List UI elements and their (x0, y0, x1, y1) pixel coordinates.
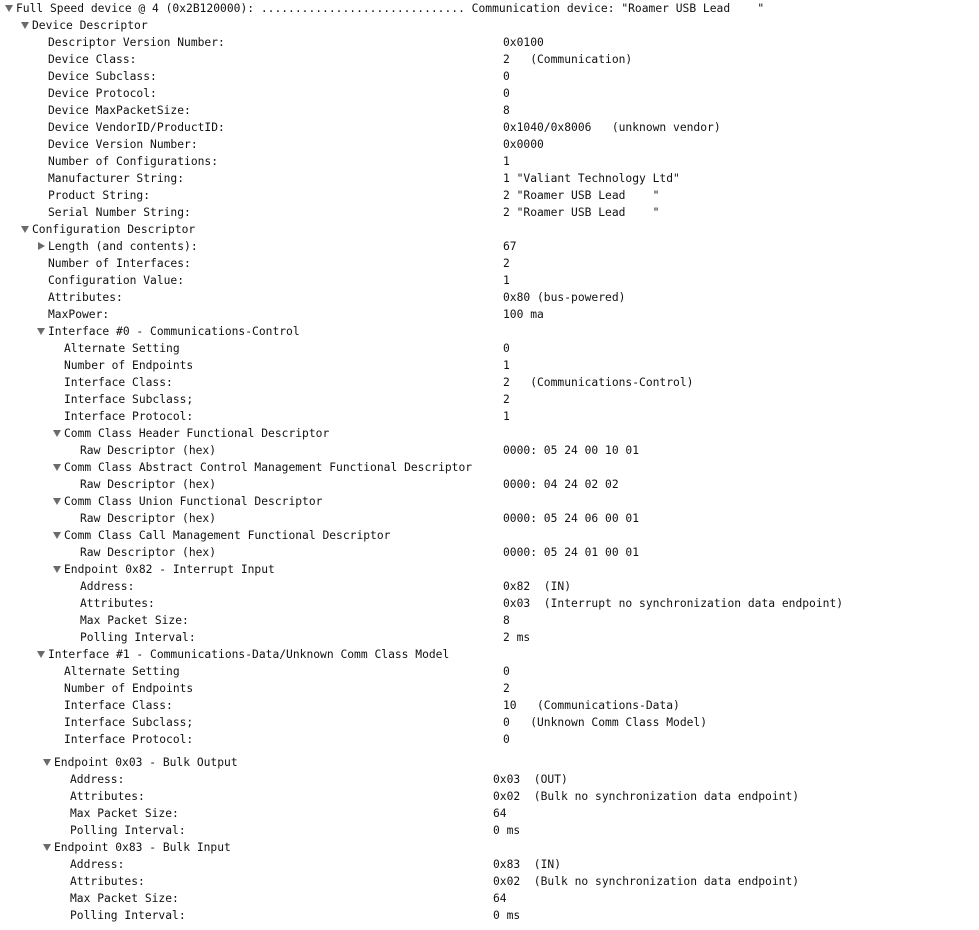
tree-row-value: 0 (Unknown Comm Class Model) (503, 716, 708, 729)
tree-leaf-row (0, 856, 979, 873)
tree-row-value: 2 (Communications-Control) (503, 376, 694, 389)
tree-row-label: Polling Interval: (70, 909, 186, 922)
tree-row-label: Descriptor Version Number: (48, 36, 225, 49)
tree-row-value: 2 (Communication) (503, 53, 633, 66)
tree-row-value: 0 (503, 87, 510, 100)
tree-row-label: Attributes: (70, 875, 145, 888)
tree-row-label: Configuration Descriptor (32, 223, 196, 236)
tree-row-value: 2 (503, 257, 510, 270)
tree-leaf-row (0, 680, 979, 697)
tree-row-value: 1 "Valiant Technology Ltd" (503, 172, 680, 185)
tree-leaf-row (0, 629, 979, 646)
tree-leaf-row (0, 788, 979, 805)
tree-row-value: 1 (503, 155, 510, 168)
tree-row-value: 0000: 05 24 06 00 01 (503, 512, 640, 525)
tree-row-label: Number of Endpoints (64, 682, 194, 695)
tree-row-label: Comm Class Call Management Functional Descriptor (64, 529, 391, 542)
tree-row-label: Configuration Value: (48, 274, 185, 287)
tree-row-label: Number of Configurations: (48, 155, 219, 168)
tree-node-row[interactable] (0, 527, 979, 544)
disclosure-triangle-expanded-icon[interactable] (36, 323, 47, 340)
tree-row-label: Number of Endpoints (64, 359, 194, 372)
tree-row-label: Interface Class: (64, 699, 173, 712)
tree-row-value: 0 (503, 733, 510, 746)
tree-node-row[interactable] (0, 0, 979, 17)
tree-row-label: Attributes: (80, 597, 155, 610)
tree-leaf-row (0, 34, 979, 51)
tree-row-value: 0 ms (493, 909, 521, 922)
tree-row-value: 1 (503, 410, 510, 423)
tree-leaf-row (0, 907, 979, 924)
tree-leaf-row (0, 771, 979, 788)
tree-row-value: 64 (493, 892, 507, 905)
tree-row-label: MaxPower: (48, 308, 110, 321)
tree-row-value: 2 "Roamer USB Lead " (503, 189, 660, 202)
disclosure-triangle-expanded-icon[interactable] (4, 0, 15, 17)
tree-row-label: Max Packet Size: (70, 807, 179, 820)
tree-leaf-row (0, 442, 979, 459)
tree-row-value: 64 (493, 807, 507, 820)
tree-row-label: Raw Descriptor (hex) (80, 444, 217, 457)
tree-leaf-row (0, 595, 979, 612)
tree-row-label: Endpoint 0x03 - Bulk Output (54, 756, 238, 769)
tree-leaf-row (0, 578, 979, 595)
tree-leaf-row (0, 102, 979, 119)
tree-row-value: 0000: 05 24 01 00 01 (503, 546, 640, 559)
tree-node-row[interactable] (0, 425, 979, 442)
tree-row-value: 0x82 (IN) (503, 580, 572, 593)
tree-leaf-row (0, 805, 979, 822)
tree-leaf-row (0, 510, 979, 527)
tree-row-label: Address: (70, 858, 125, 871)
tree-leaf-row (0, 136, 979, 153)
tree-leaf-row (0, 697, 979, 714)
tree-row-value: 0x02 (Bulk no synchronization data endpoint) (493, 790, 800, 803)
tree-leaf-row (0, 153, 979, 170)
tree-row-label: Manufacturer String: (48, 172, 185, 185)
disclosure-triangle-expanded-icon[interactable] (20, 17, 31, 34)
tree-leaf-row (0, 663, 979, 680)
tree-leaf-row (0, 714, 979, 731)
tree-node-row[interactable] (0, 323, 979, 340)
tree-row-label: Max Packet Size: (80, 614, 189, 627)
tree-row-label: Raw Descriptor (hex) (80, 478, 217, 491)
tree-node-row[interactable] (0, 754, 979, 771)
tree-node-row[interactable] (0, 493, 979, 510)
disclosure-triangle-collapsed-icon[interactable] (36, 238, 47, 255)
disclosure-triangle-expanded-icon[interactable] (52, 561, 63, 578)
tree-leaf-row (0, 873, 979, 890)
tree-row-label: Full Speed device @ 4 (0x2B120000): .............................. Communication device: "Roamer USB Lead " (16, 2, 765, 15)
tree-leaf-row (0, 187, 979, 204)
tree-row-value: 0 (503, 665, 510, 678)
tree-row-label: Device Descriptor (32, 19, 148, 32)
tree-row-label: Interface Subclass; (64, 393, 194, 406)
tree-leaf-row (0, 612, 979, 629)
tree-node-row[interactable] (0, 221, 979, 238)
disclosure-triangle-expanded-icon[interactable] (42, 839, 53, 856)
tree-row-value: 0000: 05 24 00 10 01 (503, 444, 640, 457)
tree-row-label: Interface Protocol: (64, 410, 194, 423)
tree-node-row[interactable] (0, 459, 979, 476)
tree-row-value: 0 (503, 70, 510, 83)
tree-row-value: 1 (503, 359, 510, 372)
tree-row-label: Number of Interfaces: (48, 257, 191, 270)
tree-node-row[interactable] (0, 561, 979, 578)
tree-leaf-row (0, 272, 979, 289)
tree-row-value: 0 ms (493, 824, 521, 837)
tree-row-label: Comm Class Union Functional Descriptor (64, 495, 323, 508)
tree-leaf-row (0, 119, 979, 136)
tree-node-row[interactable] (0, 646, 979, 663)
tree-leaf-row (0, 890, 979, 907)
tree-leaf-row (0, 170, 979, 187)
tree-row-label: Length (and contents): (48, 240, 198, 253)
tree-row-label: Alternate Setting (64, 342, 180, 355)
tree-row-label: Device VendorID/ProductID: (48, 121, 225, 134)
tree-row-value: 100 ma (503, 308, 544, 321)
tree-row-label: Raw Descriptor (hex) (80, 512, 217, 525)
tree-row-label: Address: (80, 580, 135, 593)
tree-row-value: 8 (503, 614, 510, 627)
tree-leaf-row (0, 289, 979, 306)
tree-row-value: 10 (Communications-Data) (503, 699, 680, 712)
tree-leaf-row (0, 85, 979, 102)
tree-row-label: Polling Interval: (80, 631, 196, 644)
tree-row-label: Endpoint 0x82 - Interrupt Input (64, 563, 275, 576)
tree-node-row[interactable] (0, 17, 979, 34)
tree-row-label: Endpoint 0x83 - Bulk Input (54, 841, 231, 854)
tree-row-label: Device Protocol: (48, 87, 157, 100)
tree-row-label: Interface #1 - Communications-Data/Unknown Comm Class Model (48, 648, 450, 661)
tree-leaf-row (0, 822, 979, 839)
disclosure-triangle-expanded-icon[interactable] (36, 646, 47, 663)
tree-row-label: Serial Number String: (48, 206, 191, 219)
tree-row-value: 0x1040/0x8006 (unknown vendor) (503, 121, 721, 134)
tree-leaf-row (0, 374, 979, 391)
tree-leaf-row (0, 357, 979, 374)
tree-leaf-row (0, 306, 979, 323)
tree-row-label: Device Class: (48, 53, 137, 66)
tree-row-label: Interface #0 - Communications-Control (48, 325, 300, 338)
tree-row-value: 0000: 04 24 02 02 (503, 478, 619, 491)
tree-row-value: 8 (503, 104, 510, 117)
disclosure-triangle-expanded-icon[interactable] (20, 221, 31, 238)
tree-row-value: 0x0000 (503, 138, 544, 151)
tree-leaf-row (0, 255, 979, 272)
tree-node-row[interactable] (0, 839, 979, 856)
tree-row-label: Alternate Setting (64, 665, 180, 678)
tree-row-label: Address: (70, 773, 125, 786)
tree-row-label: Interface Subclass; (64, 716, 194, 729)
tree-row-label: Raw Descriptor (hex) (80, 546, 217, 559)
tree-row-label: Comm Class Header Functional Descriptor (64, 427, 330, 440)
tree-leaf-row (0, 204, 979, 221)
tree-leaf-row (0, 544, 979, 561)
tree-row-label: Device MaxPacketSize: (48, 104, 191, 117)
tree-row-value: 2 (503, 393, 510, 406)
disclosure-triangle-expanded-icon[interactable] (52, 493, 63, 510)
tree-row-label: Interface Protocol: (64, 733, 194, 746)
tree-row-value: 2 ms (503, 631, 531, 644)
disclosure-triangle-expanded-icon[interactable] (52, 459, 63, 476)
tree-row-value: 0x03 (OUT) (493, 773, 568, 786)
tree-leaf-row (0, 68, 979, 85)
tree-leaf-row (0, 391, 979, 408)
tree-row-label: Max Packet Size: (70, 892, 179, 905)
disclosure-triangle-expanded-icon[interactable] (52, 527, 63, 544)
tree-leaf-row (0, 340, 979, 357)
tree-row-label: Polling Interval: (70, 824, 186, 837)
tree-row-value: 0x03 (Interrupt no synchronization data endpoint) (503, 597, 844, 610)
tree-row-value: 0x02 (Bulk no synchronization data endpoint) (493, 875, 800, 888)
disclosure-triangle-expanded-icon[interactable] (52, 425, 63, 442)
tree-row-label: Device Version Number: (48, 138, 198, 151)
tree-row-value: 2 (503, 682, 510, 695)
tree-row-value: 2 "Roamer USB Lead " (503, 206, 660, 219)
tree-leaf-row (0, 408, 979, 425)
tree-row-value: 0 (503, 342, 510, 355)
tree-leaf-row (0, 731, 979, 748)
tree-row-value: 1 (503, 274, 510, 287)
tree-row-label: Attributes: (70, 790, 145, 803)
tree-row-value: 0x83 (IN) (493, 858, 562, 871)
tree-row-label: Product String: (48, 189, 151, 202)
tree-leaf-row (0, 476, 979, 493)
disclosure-triangle-expanded-icon[interactable] (42, 754, 53, 771)
tree-leaf-row (0, 51, 979, 68)
tree-row-label: Comm Class Abstract Control Management Functional Descriptor (64, 461, 473, 474)
tree-row-value: 67 (503, 240, 517, 253)
tree-row-label: Attributes: (48, 291, 123, 304)
tree-row-value: 0x0100 (503, 36, 544, 49)
tree-node-row[interactable] (0, 238, 979, 255)
tree-row-label: Interface Class: (64, 376, 173, 389)
tree-row-label: Device Subclass: (48, 70, 157, 83)
tree-row-value: 0x80 (bus-powered) (503, 291, 626, 304)
